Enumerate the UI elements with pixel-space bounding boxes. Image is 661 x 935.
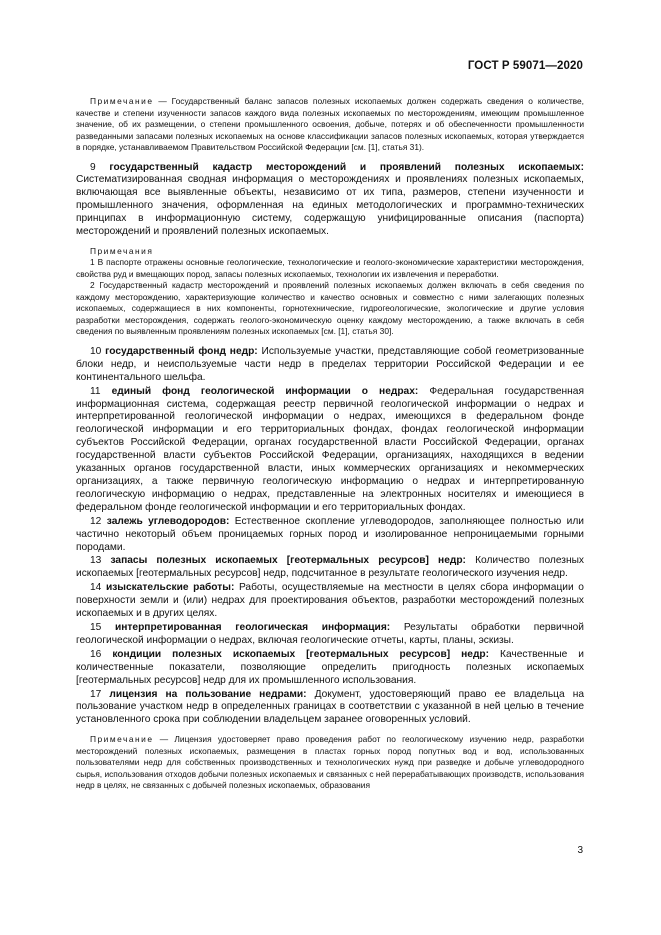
term-name: государственный фонд недр: — [105, 345, 258, 357]
term-name: кондиции полезных ископаемых [геотермальных ресурсов] недр: — [112, 648, 490, 660]
term-definition: Результаты обработки первичной геологической информации о недрах, включая геологические отчеты, карты, планы, эскизы. — [76, 621, 584, 646]
term-definition: Федеральная государственная информационная система, содержащая реестр первичной геологической информации о недрах и интерпретированной геологической информации о недрах, имеющихся в федеральном фонде геологической информации и его территориальных фондах, фондах геологической информации субъектов Российской Федерации, органах государственной власти Российской Федерации, органах государственной власти субъектов Российской Федерации, организациях, находящихся в ведении указанных органов государственной власти, иных коммерческих организациях и некоммерческих организациях, а также первичную геологическую информацию о недрах и интерпретированную геологическую информацию о недрах, представленные на электронных носителях и имеющиеся в федеральном фонде геологической информации и его территориальных фондах. — [76, 385, 584, 513]
term-entry-13: 13 запасы полезных ископаемых [геотермальных ресурсов] недр: Количество полезных ископаемых [геотермальных ресурсов] недр, подсчитанное в результате геологического изучения недр. — [76, 555, 584, 580]
term-name: единый фонд геологической информации о недрах: — [111, 385, 419, 397]
term-entry-9: 9 государственный кадастр месторождений и проявлений полезных ископаемых: Систематизированная сводная информация о месторождениях и проявлениях полезных ископаемых, включающая все выявленные объекты, независимо от их типа, размеров, степени изученности и промышленного значения, оформленная на единых методологических и программно-технических принципах в информационную систему, содержащую унифицированные описания (паспорта) месторождений и проявлений полезных ископаемых. — [76, 161, 584, 238]
term-definition: Количество полезных ископаемых [геотермальных ресурсов] недр, подсчитанное в результате геологического изучения недр. — [76, 555, 584, 580]
term-name: лицензия на пользование недрами: — [109, 688, 307, 700]
term-definition: Качественные и количественные показатели, позволяющие определить пригодность полезных ископаемых [геотермальных ресурсов] недр для их промышленного использования. — [76, 648, 584, 686]
note-label: Примечание — [90, 96, 154, 106]
note-text: — Государственный баланс запасов полезных ископаемых должен содержать сведения о количестве, качестве и степени изученности запасов каждого вида полезных ископаемых по месторождениям, имеющим промышленное значение, об их размещении, о степени промышленного освоения, добыче, потерях и об обеспеченности промышленности разведанными запасами полезных ископаемых на основе классификации запасов полезных ископаемых, которая утверждается в порядке, устанавливаемом Правительством Российской Федерации [см. [1], статья 31). — [76, 96, 584, 152]
term-name: запасы полезных ископаемых [геотермальных ресурсов] недр: — [110, 555, 466, 567]
term-entry-15: 15 интерпретированная геологическая информация: Результаты обработки первичной геологической информации о недрах, включая геологические отчеты, карты, планы, эскизы. — [76, 621, 584, 646]
term-entry-17: 17 лицензия на пользование недрами: Документ, удостоверяющий право ее владельца на пользование участком недр в определенных границах в соответствии с указанной в ней целью в течение установленного срока при соблюдении владельцем заранее оговоренных условий. — [76, 688, 585, 726]
term-entry-16: 16 кондиции полезных ископаемых [геотермальных ресурсов] недр: Качественные и количественные показатели, позволяющие определить пригодность полезных ископаемых [геотермальных ресурсов] недр для их промышленного использования. — [76, 648, 584, 686]
notes-cadastre — [76, 246, 584, 338]
note-item-2: 2 Государственный кадастр месторождений и проявлений полезных ископаемых должен включать в себя сведения по каждому месторождению, характеризующие количество и качество основных и совместно с ними залегающих полезных ископаемых, содержащиеся в них компоненты, горнотехнические, гидрогеологические, экологические и другие условия разработки месторождения, содержать геолого-экономическую оценку каждому месторождению, а также включать в себя сведения по выявленным проявлениям полезных ископаемых [см. [1], статья 30]. — [76, 280, 584, 337]
term-name: государственный кадастр месторождений и проявлений полезных ископаемых: — [109, 161, 584, 173]
term-definition: Естественное скопление углеводородов, заполняющее полностью или частично некоторый объем проницаемых горных пород и изолированное непроницаемыми горными породами. — [76, 515, 584, 553]
term-definition: Работы, осуществляемые на местности в целях сбора информации о поверхности земли и (или) недрах для проектирования объектов, разработки месторождений полезных ископаемых и в других целях. — [76, 582, 584, 620]
note-license — [76, 734, 584, 792]
term-entry-11: 11 единый фонд геологической информации о недрах: Федеральная государственная информационная система, содержащая реестр первичной геологической информации о недрах и интерпретированной геологической информации о недрах, имеющихся в федеральном фонде геологической информации и его территориальных фондах, фондах геологической информации субъектов Российской Федерации, органах государственной власти Российской Федерации, органах государственной власти субъектов Российской Федерации, организациях, находящихся в ведении указанных органов государственной власти, иных коммерческих организациях и некоммерческих организациях, а также первичную геологическую информацию о недрах и интерпретированную геологическую информацию о недрах, представленные на электронных носителях и имеющиеся в федеральном фонде геологической информации и его территориальных фондах. — [76, 385, 584, 513]
document-code: ГОСТ Р 59071—2020 — [467, 60, 583, 72]
page-content — [76, 96, 584, 800]
term-entry-12: 12 залежь углеводородов: Естественное скопление углеводородов, заполняющее полностью или частично некоторый объем проницаемых горных пород и изолированное непроницаемыми горными породами. — [76, 515, 584, 553]
term-name: интерпретированная геологическая информация: — [115, 621, 391, 633]
term-definition: Документ, удостоверяющий право ее владельца на пользование участком недр в определенных границах в соответствии с указанной в ней целью в течение установленного срока при соблюдении владельцем заранее оговоренных условий. — [76, 688, 585, 726]
notes-label: Примечания — [90, 245, 154, 256]
term-name: залежь углеводородов: — [106, 515, 230, 527]
term-entry-14: 14 изыскательские работы: Работы, осуществляемые на местности в целях сбора информации о поверхности земли и (или) недрах для проектирования объектов, разработки месторождений полезных ископаемых и в других целях. — [76, 582, 584, 620]
note-text: — Лицензия удостоверяет право проведения работ по геологическому изучению недр, разработки месторождений полезных ископаемых, размещения в пластах горных пород попутных вод и вод, использованных пользователями недр для собственных производственных и технологических нужд при разведке и добыче углеводородного сырья, использования отходов добычи полезных ископаемых и связанных с ней перерабатывающих производств, использования недр в целях, не связанных с добычей полезных ископаемых, образования — [76, 734, 584, 791]
note-label: Примечание — [90, 734, 154, 745]
term-definition: Используемые участки, представляющие собой геометризованные блоки недр, и неиспользуемые части недр в пределах территории Российской Федерации и ее континентального шельфа. — [76, 345, 584, 383]
term-name: изыскательские работы: — [105, 582, 235, 594]
note-item-1: 1 В паспорте отражены основные геологические, технологические и геолого-экономические характеристики месторождения, свойства руд и вмещающих пород, запасы полезных ископаемых, технологии их извлечения и переработки. — [76, 257, 584, 279]
term-definition: Систематизированная сводная информация о месторождениях и проявлениях полезных ископаемых, включающая все выявленные объекты, независимо от их типа, размеров, степени изученности и промышленного значения, оформленная на единых методологических и программно-технических принципах в информационную систему, содержащую унифицированные описания (паспорта) месторождений и проявлений полезных ископаемых. — [76, 174, 584, 238]
term-entry-10: 10 государственный фонд недр: Используемые участки, представляющие собой геометризованные блоки недр, и неиспользуемые части недр в пределах территории Российской Федерации и ее континентального шельфа. — [76, 345, 584, 383]
page-number: 3 — [577, 845, 583, 856]
note-balance — [76, 96, 584, 154]
